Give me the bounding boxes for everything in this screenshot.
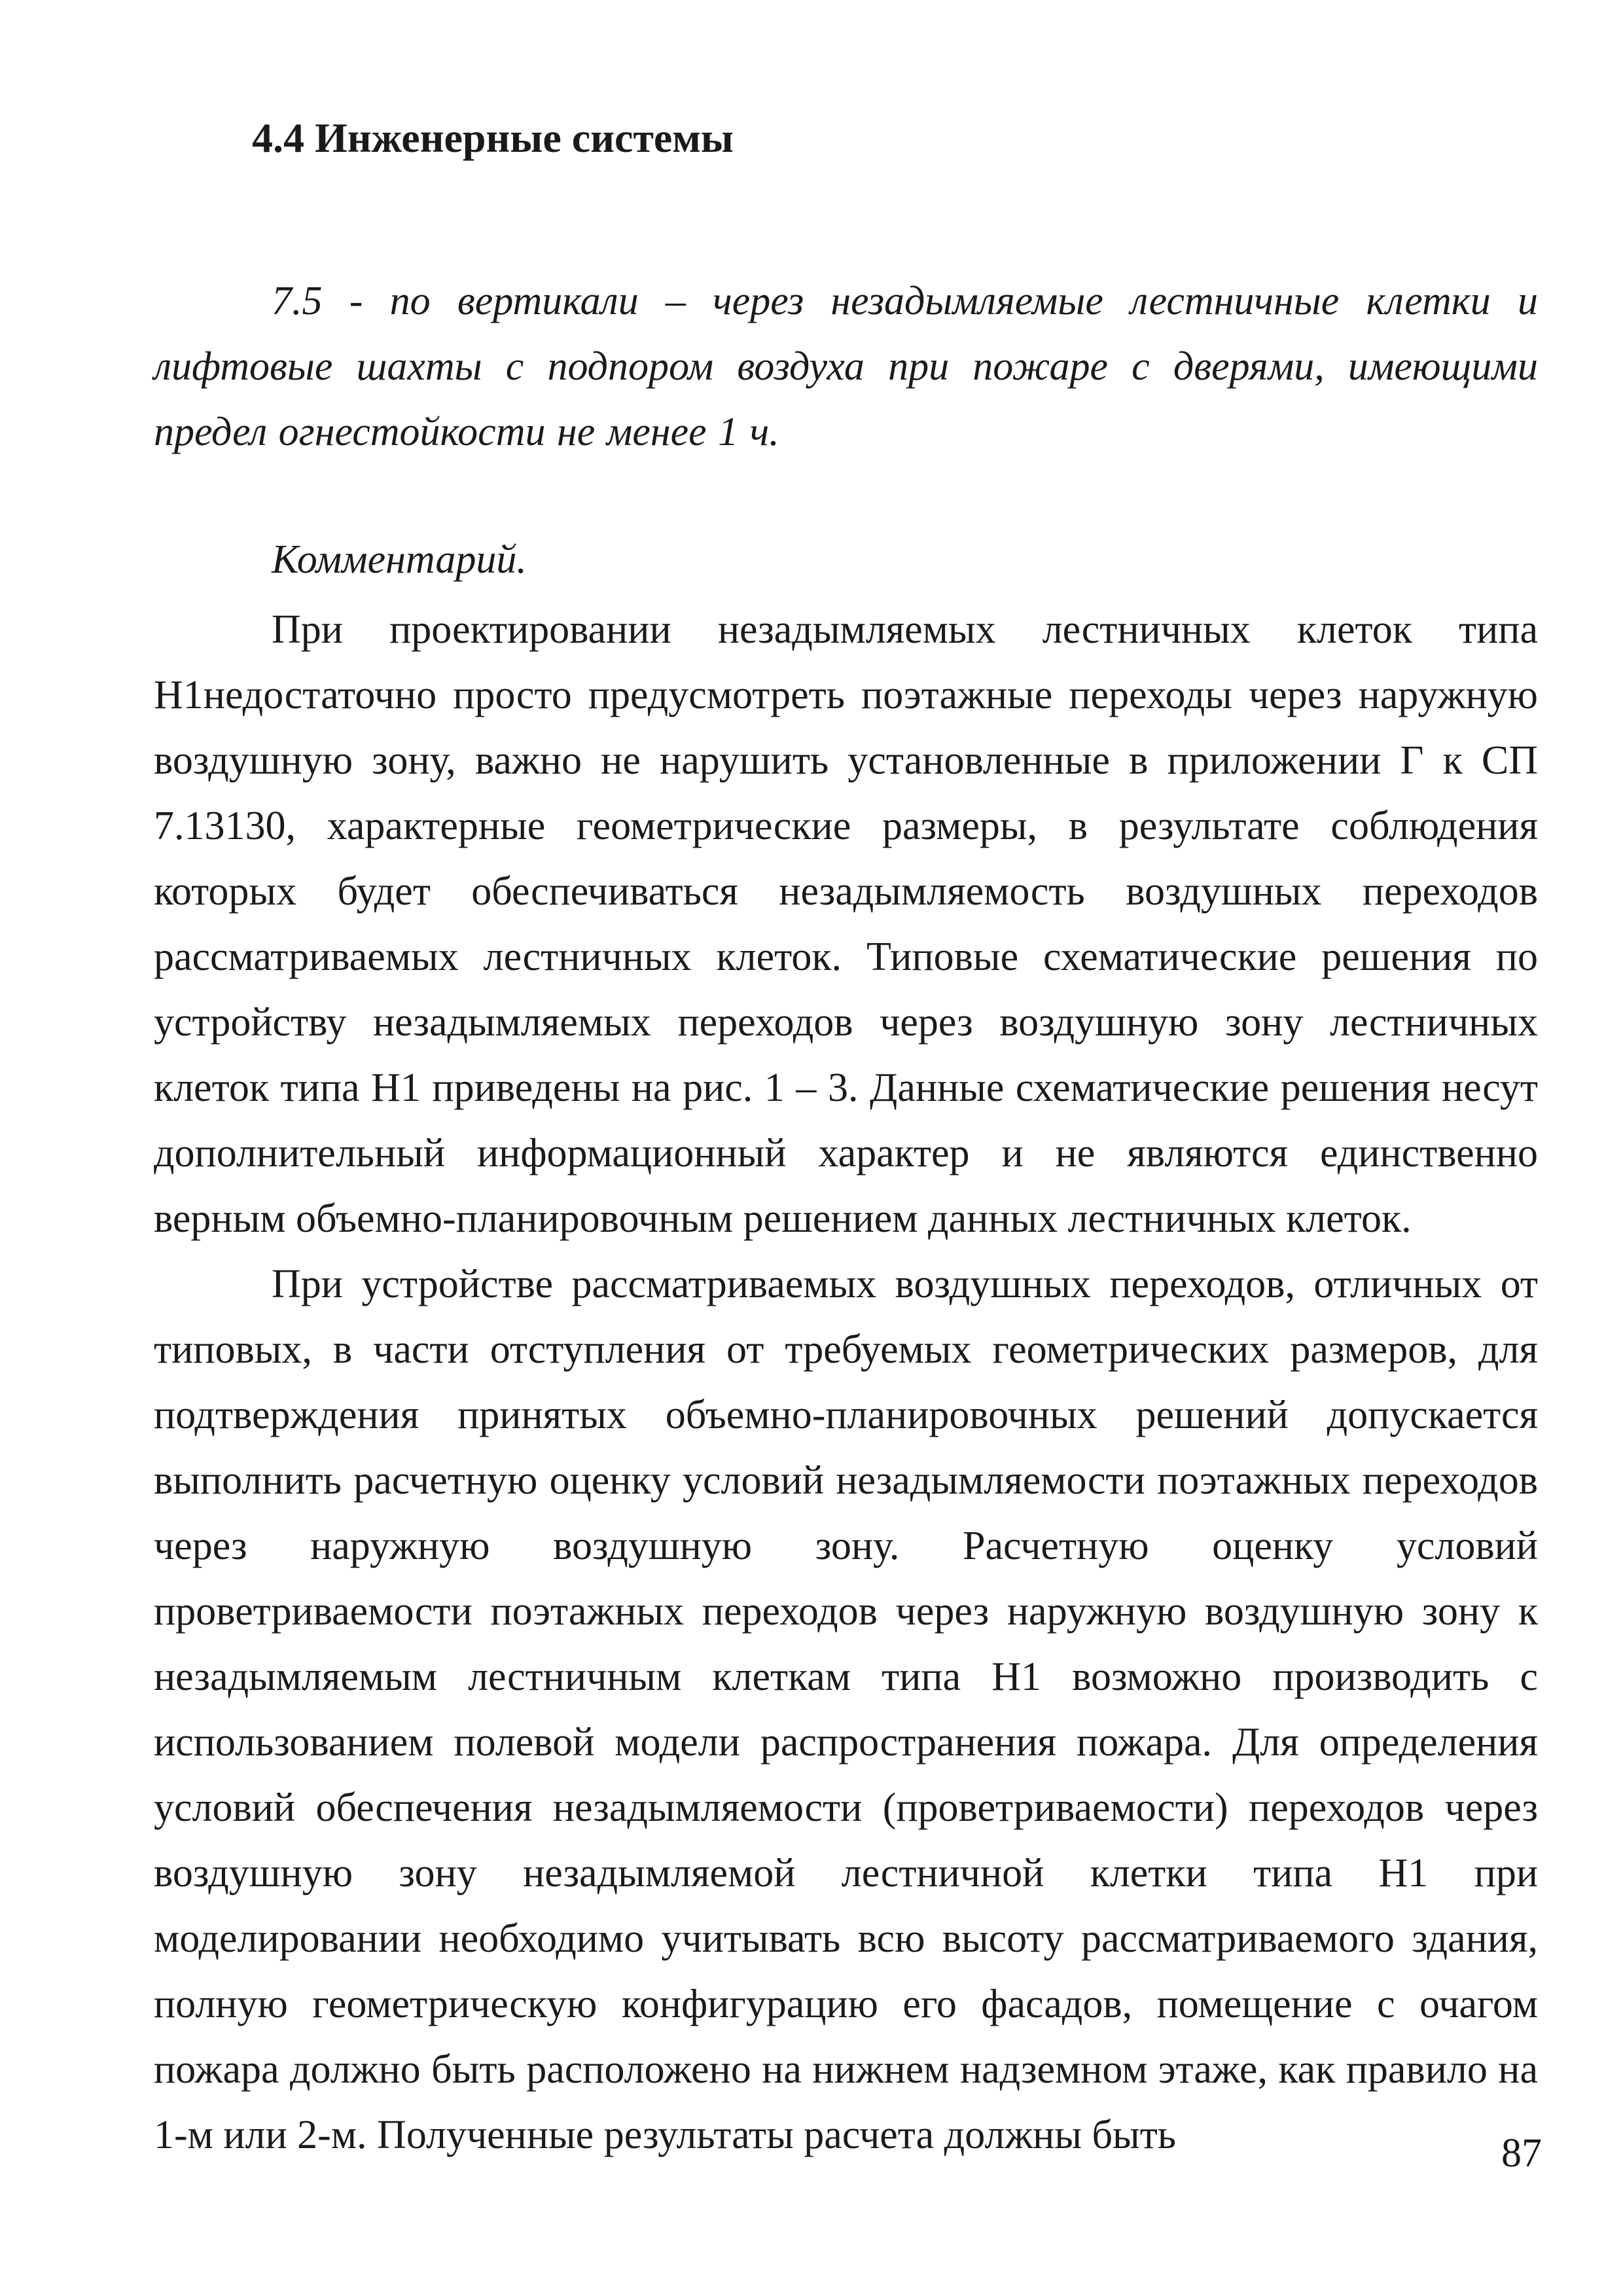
comment-paragraph: При проектировании незадымляемых лестничных клеток типа Н1недостаточно просто предусмотреть поэтажные переходы через наружную воздушную зону, важно не нарушить установленные в приложении Г к СП 7.13130, характерные геометрические размеры, в результате соблюдения которых будет обеспечиваться незадымляемость воздушных переходов рассматриваемых лестничных клеток. Типовые схематические решения по устройству незадымляемых переходов через воздушную зону лестничных клеток типа Н1 приведены на рис. 1 – 3. Данные схематические решения несут дополнительный информационный характер и не являются единственно верным объемно-планировочным решением данных лестничных клеток. bbox=[154, 607, 1538, 1241]
clause-7-5-text: 7.5 - по вертикали – через незадымляемые лестничные клетки и лифтовые шахты с подпором воздуха при пожаре с дверями, имеющими предел огнестойкости не менее 1 ч. bbox=[154, 279, 1538, 454]
section-heading: 4.4 Инженерные системы bbox=[252, 115, 734, 161]
comment-label: Комментарий. bbox=[272, 537, 527, 582]
comment-paragraph: При устройстве рассматриваемых воздушных переходов, отличных от типовых, в части отступления от требуемых геометрических размеров, для подтверждения принятых объемно-планировочных решений допускается выполнить расчетную оценку условий незадымляемости поэтажных переходов через наружную воздушную зону. Расчетную оценку условий проветриваемости поэтажных переходов через наружную воздушную зону к незадымляемым лестничным клеткам типа Н1 возможно производить с использованием полевой модели распространения пожара. Для определения условий обеспечения незадымляемости (проветриваемости) переходов через воздушную зону незадымляемой лестничной клетки типа Н1 при моделировании необходимо учитывать всю высоту рассматриваемого здания, полную геометрическую конфигурацию его фасадов, помещение с очагом пожара должно быть расположено на нижнем надземном этаже, как правило на 1-м или 2-м. Полученные результаты расчета должны быть bbox=[154, 1262, 1538, 2157]
page-number: 87 bbox=[1501, 2131, 1542, 2176]
